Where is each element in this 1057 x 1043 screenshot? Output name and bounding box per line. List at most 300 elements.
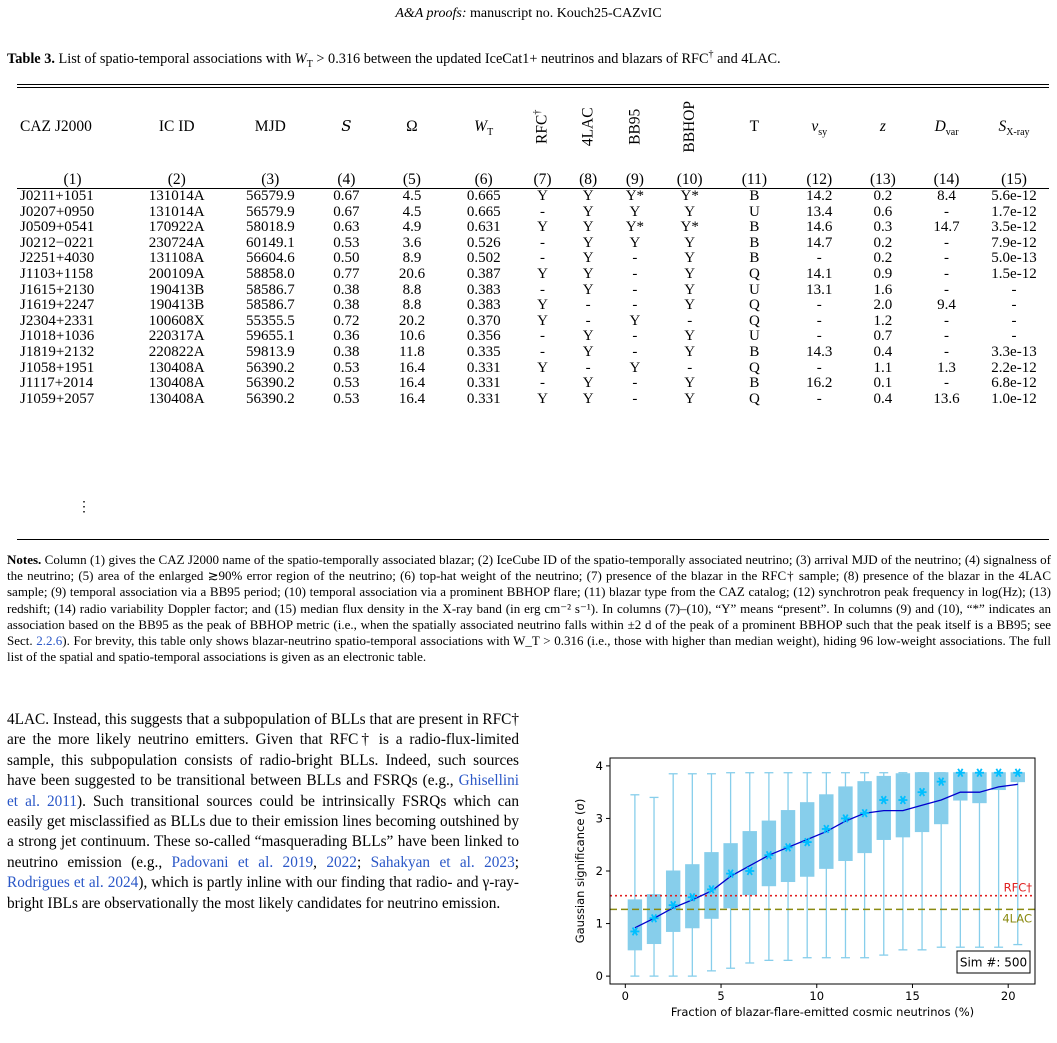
table-number-row [17,166,1049,189]
body-text-2: ). Such transitional sources could be intrinsically FSRQs which can easily get misclassified as BLLs due to their emission lines becoming outshined by a strong jet continuum. These so-called “masquerading BLLs” have been linked to neutrino emission (e.g., [7,792,519,871]
column-number-5: (5) [378,166,447,189]
table-cell: 0.383 [466,281,501,298]
table-cell: - [1011,312,1017,329]
reference-line-label: RFC† [1003,880,1032,895]
caption-weight-symbol: W [294,51,307,67]
table-cell: J1615+2130 [20,281,95,298]
column-sub-15: X-ray [1006,127,1030,139]
table-cell: 1.1 [873,359,893,376]
table-cell: 56390.2 [245,375,295,392]
table-cell: B [749,219,760,236]
table-cell: 1.7e-12 [991,203,1037,220]
table-row [17,283,1049,299]
table-cell: - [632,297,638,314]
y-tick-label: 2 [595,864,603,878]
table-cell: Y [582,219,594,236]
table-cell: 3.6 [402,234,422,251]
column-number-13: (13) [852,166,914,189]
column-label-9: BB95 [626,108,644,146]
table-cell: 190413B [149,297,205,314]
table-cell: 0.53 [333,390,360,407]
table-cell: B [749,234,760,251]
table-cell: 0.38 [333,297,360,314]
column-label-6: W [474,118,488,136]
table-row [17,267,1049,283]
section-link[interactable]: 2.2.6 [36,633,63,649]
table-cell: J1819+2132 [20,343,95,360]
column-number-2: (2) [128,166,225,189]
column-number-6: (6) [446,166,521,189]
journal-name: A&A proofs: [395,6,467,21]
notes-label: Notes. [7,552,42,567]
table-cell: 13.4 [806,203,833,220]
column-number-7: (7) [521,166,564,189]
table-cell: Y [629,203,641,220]
rotated-header-7 [532,109,551,145]
reference-line-label: 4LAC [1002,911,1032,926]
caption-text-mid: > 0.316 between the updated IceCat1+ neutrinos and blazars of RFC [312,51,709,67]
column-sub-12: sy [818,127,828,139]
table-cell: Y [629,359,641,376]
table-cell: 0.63 [333,219,360,236]
table-cell: 0.387 [466,265,501,282]
column-number-15: (15) [979,166,1049,189]
table-cell: Y [537,297,548,314]
table-cell: 20.6 [398,265,426,282]
column-label-1: CAZ J2000 [20,118,92,136]
citation-rodrigues[interactable]: Rodrigues et al. 2024 [7,874,139,892]
table-cell: - [687,312,693,329]
table-cell: Y [629,312,641,329]
table-cell: - [632,281,638,298]
table-row [17,220,1049,236]
table-cell: - [585,312,591,329]
table-label: Table 3. [7,51,55,67]
table-cell: - [1011,297,1017,314]
table-cell: 14.1 [806,265,833,282]
column-header-7 [521,88,564,166]
box [973,773,986,803]
table-cell: 0.38 [333,281,360,298]
column-sub-6: T [487,127,494,139]
table-cell: - [632,250,638,267]
table-cell: 0.67 [333,203,360,220]
table-cell: - [944,312,950,329]
table-cell: - [540,281,546,298]
table-cell: 13.6 [933,390,960,407]
table-cell: 1.5e-12 [991,265,1037,282]
table-cell: 13.1 [806,281,833,298]
table-cell: Y [582,281,594,298]
column-label-7: RFC [533,114,551,145]
table-cell: Y* [680,188,699,204]
table-cell: 131014A [148,203,205,220]
table-cell: - [540,375,546,392]
table-row [17,376,1049,392]
table-cell: - [540,250,546,267]
table-cell: 0.77 [333,265,360,282]
table-header-row [17,88,1049,166]
table-row [17,189,1049,205]
table-cell: Y [537,390,548,407]
table-cell: 0.53 [333,234,360,251]
citation-sahakyan[interactable]: Sahakyan et al. 2023 [370,853,515,871]
table-cell: Y [684,328,696,345]
table-cell: 0.2 [873,234,893,251]
table-cell: - [632,265,638,282]
table-caption [7,50,1052,68]
table-cell: 9.4 [937,297,956,314]
table-cell: J1103+1158 [20,265,94,282]
table-cell: 1.6 [873,281,893,298]
table-cell: - [540,343,546,360]
box [877,776,890,839]
table-cell: Y [582,203,594,220]
table-cell: 2.0 [873,297,893,314]
column-label-10: BBHOP [680,101,698,153]
table-cell: Y [684,234,696,251]
table-cell: 220317A [148,328,205,345]
table-cell: 0.502 [466,250,501,267]
table-cell: Y [684,265,696,282]
column-sup-7: † [532,109,544,115]
rotated-header-8 [580,108,596,147]
table-notes [7,552,1051,665]
table-cell: J0509+0541 [20,219,95,236]
table-cell: 11.8 [399,343,425,360]
box [858,782,871,853]
body-paragraph: 4LAC. Instead, this suggests that a subpopulation of BLLs that are present in RFC† are the more likely neutrino emitters. Given that RFC† is a radio-flux-limited sample, this subpopulation consists of radio-bright BLLs. Indeed, such sources have been suggested to be transitional between BLLs and FSRQs (e.g., Ghisellini et al. 2011). Such transitional sources could be intrinsically FSRQs which can easily get misclassified as BLLs due to their emission lines becoming outshined by a strong jet continuum. These so-called “masquerading BLLs” have been linked to neutrino emission (e.g., Padovani et al. 2019, 2022; Sahakyan et al. 2023; Rodrigues et al. 2024), which is partly inline with our finding that radio- and γ-ray-bright IBLs are observationally the most likely candidates for neutrino emission. [7,711,519,912]
table-cell: 0.6 [873,203,893,220]
column-label-13: z [879,118,886,136]
column-label-3: MJD [254,118,286,136]
column-header-5 [378,88,447,166]
table-row [17,345,1049,361]
table-cell: Y [684,281,696,298]
table-cell: 200109A [148,265,205,282]
table-cell: J1058+1951 [20,359,95,376]
table-cell: 0.50 [333,250,360,267]
annotation-text: Sim #: 500 [959,955,1028,970]
table-cell: 14.7 [806,234,833,251]
caption-dagger: † [708,49,714,61]
table-cell: Y [582,234,594,251]
table-cell: 2.2e-12 [991,359,1037,376]
table-cell: J0211+1051 [20,188,94,204]
table-cell: Y [684,343,696,360]
table-cell: 0.2 [873,250,893,267]
column-header-11 [722,88,787,166]
table-cell: 0.1 [873,375,893,392]
table-cell: 8.8 [402,297,422,314]
table-cell: 0.383 [466,297,501,314]
table-cell: 3.5e-12 [991,219,1037,236]
table-cell: 7.9e-12 [991,234,1037,251]
table-cell: - [816,390,822,407]
table-cell: Q [748,312,760,329]
table-cell: 10.6 [398,328,426,345]
table-cell: 0.67 [333,188,360,204]
table-cell: 56579.9 [245,203,295,220]
table-cell: 0.370 [466,312,501,329]
table-row [17,329,1049,345]
table-cell: 0.665 [466,203,501,220]
association-table-wrapper [7,84,1051,407]
table-cell: - [944,203,950,220]
table-cell: - [540,203,546,220]
table-cell: 8.8 [402,281,422,298]
table-cell: 56390.2 [245,390,295,407]
table-cell: B [749,188,760,204]
table-cell: - [632,375,638,392]
table-cell: Y [537,312,548,329]
table-cell: 4.5 [402,188,422,204]
table-cell: 130408A [148,375,205,392]
citation-padovani-2022[interactable]: 2022 [326,853,357,871]
table-cell: 58586.7 [245,281,295,298]
box [666,871,679,931]
column-label-2: IC ID [158,118,195,136]
table-cell: Q [748,297,760,314]
table-cell: Y [684,375,696,392]
table-cell: 230724A [148,234,205,251]
y-tick-label: 4 [595,758,603,773]
table-cell: 0.9 [873,265,893,282]
table-cell: 16.4 [398,375,426,392]
running-header [0,6,1057,22]
table-cell: 20.2 [398,312,426,329]
table-row [17,361,1049,377]
table-cell: Y [582,250,594,267]
table-cell: 55355.5 [245,312,295,329]
table-cell: Y [537,219,548,236]
column-header-4 [315,88,377,166]
table-cell: - [632,390,638,407]
table-cell: - [540,234,546,251]
column-number-1: (1) [17,166,128,189]
table-cell: - [540,328,546,345]
box [954,773,967,800]
table-cell: - [944,250,950,267]
table-cell: 16.4 [398,390,426,407]
table-cell: J2304+2331 [20,312,95,329]
table-cell: Y [537,188,548,204]
table-cell: 8.9 [402,250,422,267]
table-cell: 0.526 [466,234,501,251]
table-cell: 0.331 [466,359,501,376]
table-cell: 1.0e-12 [991,390,1037,407]
table-cell: B [749,250,760,267]
table-cell: 56579.9 [245,188,295,204]
column-label-11: T [749,118,760,136]
table-cell: Y* [680,219,699,236]
table-row [17,236,1049,252]
table-cell: J1059+2057 [20,390,95,407]
table-cell: 170922A [148,219,205,236]
table-cell: 131108A [149,250,205,267]
table-cell: 130408A [148,359,205,376]
table-cell: - [944,375,950,392]
rotated-header-9 [627,109,643,145]
column-label-14: D [934,118,946,136]
table-cell: Y [582,375,594,392]
table-cell: 0.4 [873,343,893,360]
table-cell: 5.6e-12 [991,188,1037,204]
column-number-12: (12) [787,166,852,189]
x-tick-label: 0 [621,989,629,1003]
column-number-14: (14) [914,166,979,189]
column-header-12 [787,88,852,166]
column-label-4: S [341,117,352,136]
table-cell: 0.665 [466,188,501,204]
table-cell: 14.6 [806,219,833,236]
table-cell: 3.3e-13 [991,343,1037,360]
table-cell: 16.2 [806,375,833,392]
table-row [17,392,1049,408]
table-cell: B [749,375,760,392]
table-cell: 14.7 [933,219,960,236]
table-cell: - [687,359,693,376]
table-cell: 59655.1 [245,328,295,345]
table-cell: 0.38 [333,343,360,360]
table-body [17,189,1049,408]
column-label-5: Ω [406,118,418,136]
table-cell: 56390.2 [245,359,295,376]
notes-text-end: ). For brevity, this table only shows blazar-neutrino spatio-temporal associations with W_T > 0.316 (i.e., those with higher than median weight), hiding 96 low-weight associations. The full list of the spatial and spatio-temporal associations is given as an electronic table. [7,633,1051,665]
box [705,853,718,919]
y-tick-label: 0 [595,969,603,984]
table-cell: - [816,297,822,314]
table-cell: 0.631 [466,219,501,236]
table-continuation-ellipsis: ⋮ [77,500,91,515]
table-cell: Y [684,297,696,314]
table-cell: Y [684,390,696,407]
manuscript-id: manuscript no. Kouch25-CAZvIC [469,6,662,21]
caption-text-post: and 4LAC. [713,51,781,67]
table-cell: Y [582,265,594,282]
table-cell: Y [684,250,696,267]
table-cell: Y [629,234,641,251]
column-sub-14: var [945,127,959,139]
table-cell: 14.3 [806,343,833,360]
table-cell: 0.356 [466,328,501,345]
boxplot-chart [548,748,1048,1038]
table-cell: 1.3 [937,359,956,376]
table-cell: J1018+1036 [20,328,95,345]
citation-padovani-2019[interactable]: Padovani et al. 2019 [171,853,314,871]
table-cell: Q [748,265,760,282]
x-tick-label: 20 [1000,989,1016,1003]
table-cell: - [816,328,822,345]
column-number-11: (11) [722,166,787,189]
table-cell: Q [748,359,760,376]
y-tick-label: 1 [595,916,603,931]
column-header-3 [225,88,315,166]
column-number-9: (9) [612,166,657,189]
caption-weight-sub: T [306,58,313,70]
table-bottom-rule [17,539,1049,540]
table-cell: 0.7 [873,328,893,345]
table-cell: - [585,359,591,376]
table-cell: 16.4 [398,359,426,376]
table-cell: - [632,328,638,345]
table-cell: - [944,328,950,345]
table-cell: J1117+2014 [20,375,94,392]
association-table [17,88,1049,407]
column-number-3: (3) [225,166,315,189]
table-cell: 0.3 [873,219,893,236]
table-cell: - [816,312,822,329]
table-cell: U [748,328,760,345]
table-cell: Y [582,343,594,360]
boxplot-figure [548,748,1048,1038]
table-cell: - [585,297,591,314]
table-cell: - [944,281,950,298]
column-number-4: (4) [315,166,377,189]
table-row [17,251,1049,267]
table-cell: Y [582,328,594,345]
table-cell: 58586.7 [245,297,295,314]
table-cell: Y [582,188,594,204]
table-cell: 131014A [148,188,205,204]
table-cell: J0212−0221 [20,234,95,251]
table-cell: - [632,343,638,360]
y-axis-label: Gaussian significance (σ) [573,798,587,944]
column-header-6 [446,88,521,166]
table-cell: 100608X [148,312,205,329]
column-header-8 [564,88,612,166]
x-tick-label: 10 [809,989,825,1003]
table-cell: Y* [625,188,645,204]
table-cell: J0207+0950 [20,203,95,220]
box [915,773,928,832]
table-cell: 0.36 [333,328,360,345]
table-cell: 220822A [148,343,205,360]
x-axis-label: Fraction of blazar-flare-emitted cosmic neutrinos (%) [670,1005,975,1019]
notes-text: Column (1) gives the CAZ J2000 name of the spatio-temporally associated blazar; (2) IceCube ID of the spatio-temporally associated neutrino; (3) arrival MJD of the neutrino; (4) signalness of the neutrino; (5) area of the enlarged ≳90% error region of the neutrino; (6) top-hat weight of the neutrino; (7) presence of the blazar in the RFC† sample; (8) presence of the blazar in the 4LAC sample; (9) temporal association via a BB95 period; (10) temporal association via a prominent BBHOP flare; (11) blazar type from the CAZ catalog; (12) synchrotron peak frequency in log(Hz); (13) redshift; (14) radio variability Doppler factor; and (15) median flux density in the X-ray band (in erg cm⁻² s⁻¹). In columns (7)–(10), “Y” means “present”. In columns (9) and (10), “*” indicates an association based on the BB95 as the peak of BBHOP metric (i.e., when the spatially associated neutrino falls within ±2 d of the peak of a prominent BBHOP such that the peak itself is a BB95; see Sect. [7,552,1051,649]
body-text-3: ), which is partly inline with our finding that radio- and γ-ray-bright IBLs are observationally the most likely candidates for neutrino emission. [7,874,519,912]
table-cell: 59813.9 [245,343,295,360]
table-cell: 8.4 [937,188,956,204]
table-cell: 0.331 [466,390,501,407]
citation-ghisellini[interactable]: Ghisellini et al. 2011 [7,772,519,810]
table-cell: 6.8e-12 [991,375,1037,392]
table-cell: - [1011,328,1017,345]
column-number-8: (8) [564,166,612,189]
table-cell: - [816,359,822,376]
column-label-8: 4LAC [579,107,597,147]
table-cell: Y [537,359,548,376]
table-cell: J1619+2247 [20,297,95,314]
table-cell: 0.72 [333,312,360,329]
rotated-header-10 [682,101,698,153]
table-cell: - [944,343,950,360]
table-cell: Y [537,265,548,282]
table-cell: 58018.9 [245,219,295,236]
table-cell: 4.9 [402,219,422,236]
table-cell: U [748,203,760,220]
table-cell: 0.331 [466,375,501,392]
table-cell: 0.53 [333,375,360,392]
table-cell: 0.335 [466,343,501,360]
table-cell: 60149.1 [245,234,295,251]
x-tick-label: 5 [717,989,725,1003]
column-number-10: (10) [657,166,722,189]
table-cell: - [944,234,950,251]
table-cell: 4.5 [402,203,422,220]
column-header-10 [657,88,722,166]
column-label-12: ν [811,118,819,136]
